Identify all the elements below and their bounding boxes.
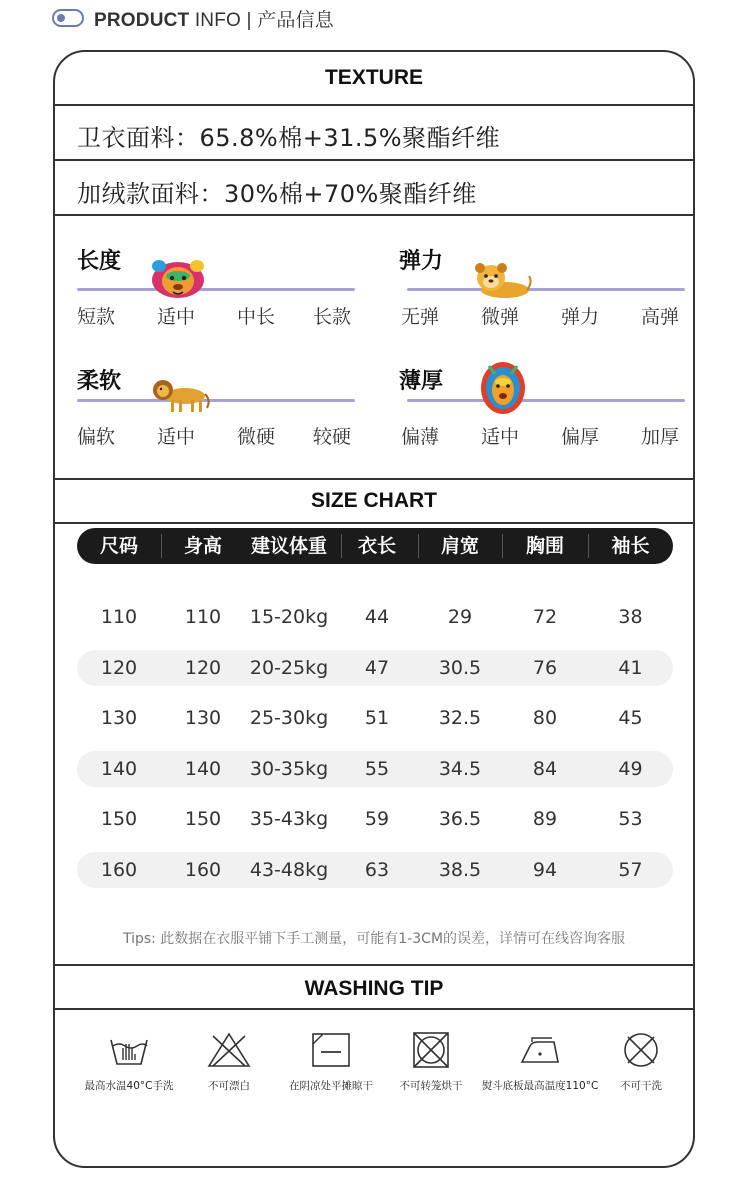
iron-110-icon [518,1032,562,1068]
wash-label: 在阴凉处平摊晾干 [289,1080,373,1092]
attribute-title: 弹力 [399,249,444,274]
wash-item [381,1032,481,1093]
table-row [77,801,673,837]
table-cell: 140 [184,758,222,780]
table-cell: 15-20kg [249,606,329,628]
attribute-track [77,288,355,291]
table-cell: 130 [100,707,138,729]
table-cell: 89 [532,808,558,830]
divider [55,964,693,966]
tick-label: 无弹 [401,306,440,328]
table-cell: 120 [184,657,222,679]
table-cell: 59 [364,808,390,830]
walking-lion-icon [149,376,211,416]
table-cell: 150 [184,808,222,830]
no-dry-clean-icon [619,1032,663,1068]
table-cell: 30.5 [438,657,482,679]
divider [55,522,693,524]
table-cell: 43-48kg [249,859,329,881]
column-header: 袖长 [611,535,650,557]
table-cell: 47 [364,657,390,679]
size-tips-text: Tips: 此数据在衣服平铺下手工测量，可能有1-3CM的误差，详情可在线咨询客服 [122,931,626,947]
divider [55,214,693,216]
product-info-card [53,50,695,1168]
divider [55,1008,693,1010]
washing-tip-title: WASHING TIP [304,977,444,1000]
hand-wash-40-icon [107,1032,151,1068]
attribute-title: 长度 [77,249,122,274]
tick-label: 长款 [313,306,352,328]
table-cell: 63 [364,859,390,881]
colorful-lion-face-icon [149,256,207,302]
table-cell: 30-35kg [249,758,329,780]
table-cell: 53 [618,808,643,830]
column-header: 肩宽 [440,535,479,557]
hoodie-fabric-text: 卫衣面料：65.8%棉+31.5%聚酯纤维 [77,124,501,152]
table-cell: 130 [184,707,222,729]
divider [55,159,693,161]
attribute-track [407,288,685,291]
wash-item [69,1032,189,1093]
table-cell: 51 [364,707,390,729]
table-cell: 72 [532,606,558,628]
texture-title: TEXTURE [324,66,423,89]
tick-label: 偏软 [77,426,116,448]
wash-item [277,1032,385,1093]
tick-label: 微弹 [481,306,520,328]
table-row [77,751,673,787]
column-header: 建议体重 [250,535,327,557]
table-cell: 35-43kg [249,808,329,830]
fleece-fabric-text: 加绒款面料：30%棉+70%聚酯纤维 [77,180,477,208]
table-cell: 41 [618,657,643,679]
table-cell: 45 [618,707,643,729]
table-cell: 110 [184,606,222,628]
tick-label: 适中 [481,426,520,448]
table-row [77,650,673,686]
no-bleach-icon [207,1032,251,1068]
divider [55,478,693,480]
attribute-title: 柔软 [77,369,122,394]
table-cell: 160 [100,859,138,881]
wash-label: 熨斗底板最高温度110°C [481,1080,599,1092]
table-cell: 140 [100,758,138,780]
table-cell: 34.5 [438,758,482,780]
column-header: 尺码 [99,535,138,557]
table-cell: 36.5 [438,808,482,830]
column-header: 身高 [183,535,222,557]
table-cell: 49 [618,758,643,780]
tick-label: 适中 [157,426,196,448]
size-table-header [77,528,673,564]
table-cell: 94 [532,859,558,881]
wash-item [477,1032,603,1093]
wash-label: 最高水温40°C手洗 [84,1080,174,1092]
table-cell: 160 [184,859,222,881]
table-cell: 32.5 [438,707,482,729]
size-chart-title: SIZE CHART [311,489,437,512]
attribute-track [407,399,685,402]
table-cell: 120 [100,657,138,679]
table-cell: 20-25kg [249,657,329,679]
table-cell: 29 [447,606,473,628]
table-cell: 76 [532,657,558,679]
table-row [77,599,673,635]
table-cell: 110 [100,606,138,628]
lying-lion-cub-icon [469,260,533,300]
column-header: 衣长 [357,535,396,557]
tick-label: 适中 [157,306,196,328]
table-row [77,700,673,736]
attribute-track [77,399,355,402]
divider [55,104,693,106]
table-cell: 38.5 [438,859,482,881]
tick-label: 较硬 [313,426,352,448]
header-title: PRODUCT INFO | 产品信息 [94,9,334,31]
wash-label: 不可干洗 [620,1080,662,1092]
dry-flat-in-shade-icon [309,1032,353,1068]
table-cell: 38 [618,606,643,628]
wash-item [179,1032,279,1093]
colorful-lion-head-icon [479,358,527,416]
column-header: 胸围 [525,535,564,557]
table-cell: 57 [618,859,643,881]
tick-label: 加厚 [641,426,680,448]
toggle-pill-icon [52,9,84,27]
tick-label: 高弹 [641,306,680,328]
table-cell: 25-30kg [249,707,329,729]
tick-label: 偏薄 [401,426,440,448]
tick-label: 中长 [237,306,276,328]
no-tumble-dry-icon [409,1032,453,1068]
wash-label: 不可漂白 [208,1080,250,1092]
wash-item [599,1032,683,1093]
tick-label: 短款 [77,306,116,328]
product-info-header [52,4,334,32]
table-row [77,852,673,888]
wash-label: 不可转笼烘干 [399,1080,463,1092]
table-cell: 80 [532,707,558,729]
tick-label: 偏厚 [561,426,600,448]
tick-label: 弹力 [561,306,600,328]
table-cell: 44 [364,606,390,628]
attribute-title: 薄厚 [399,369,444,394]
table-cell: 150 [100,808,138,830]
table-cell: 55 [364,758,390,780]
tick-label: 微硬 [237,426,276,448]
table-cell: 84 [532,758,558,780]
